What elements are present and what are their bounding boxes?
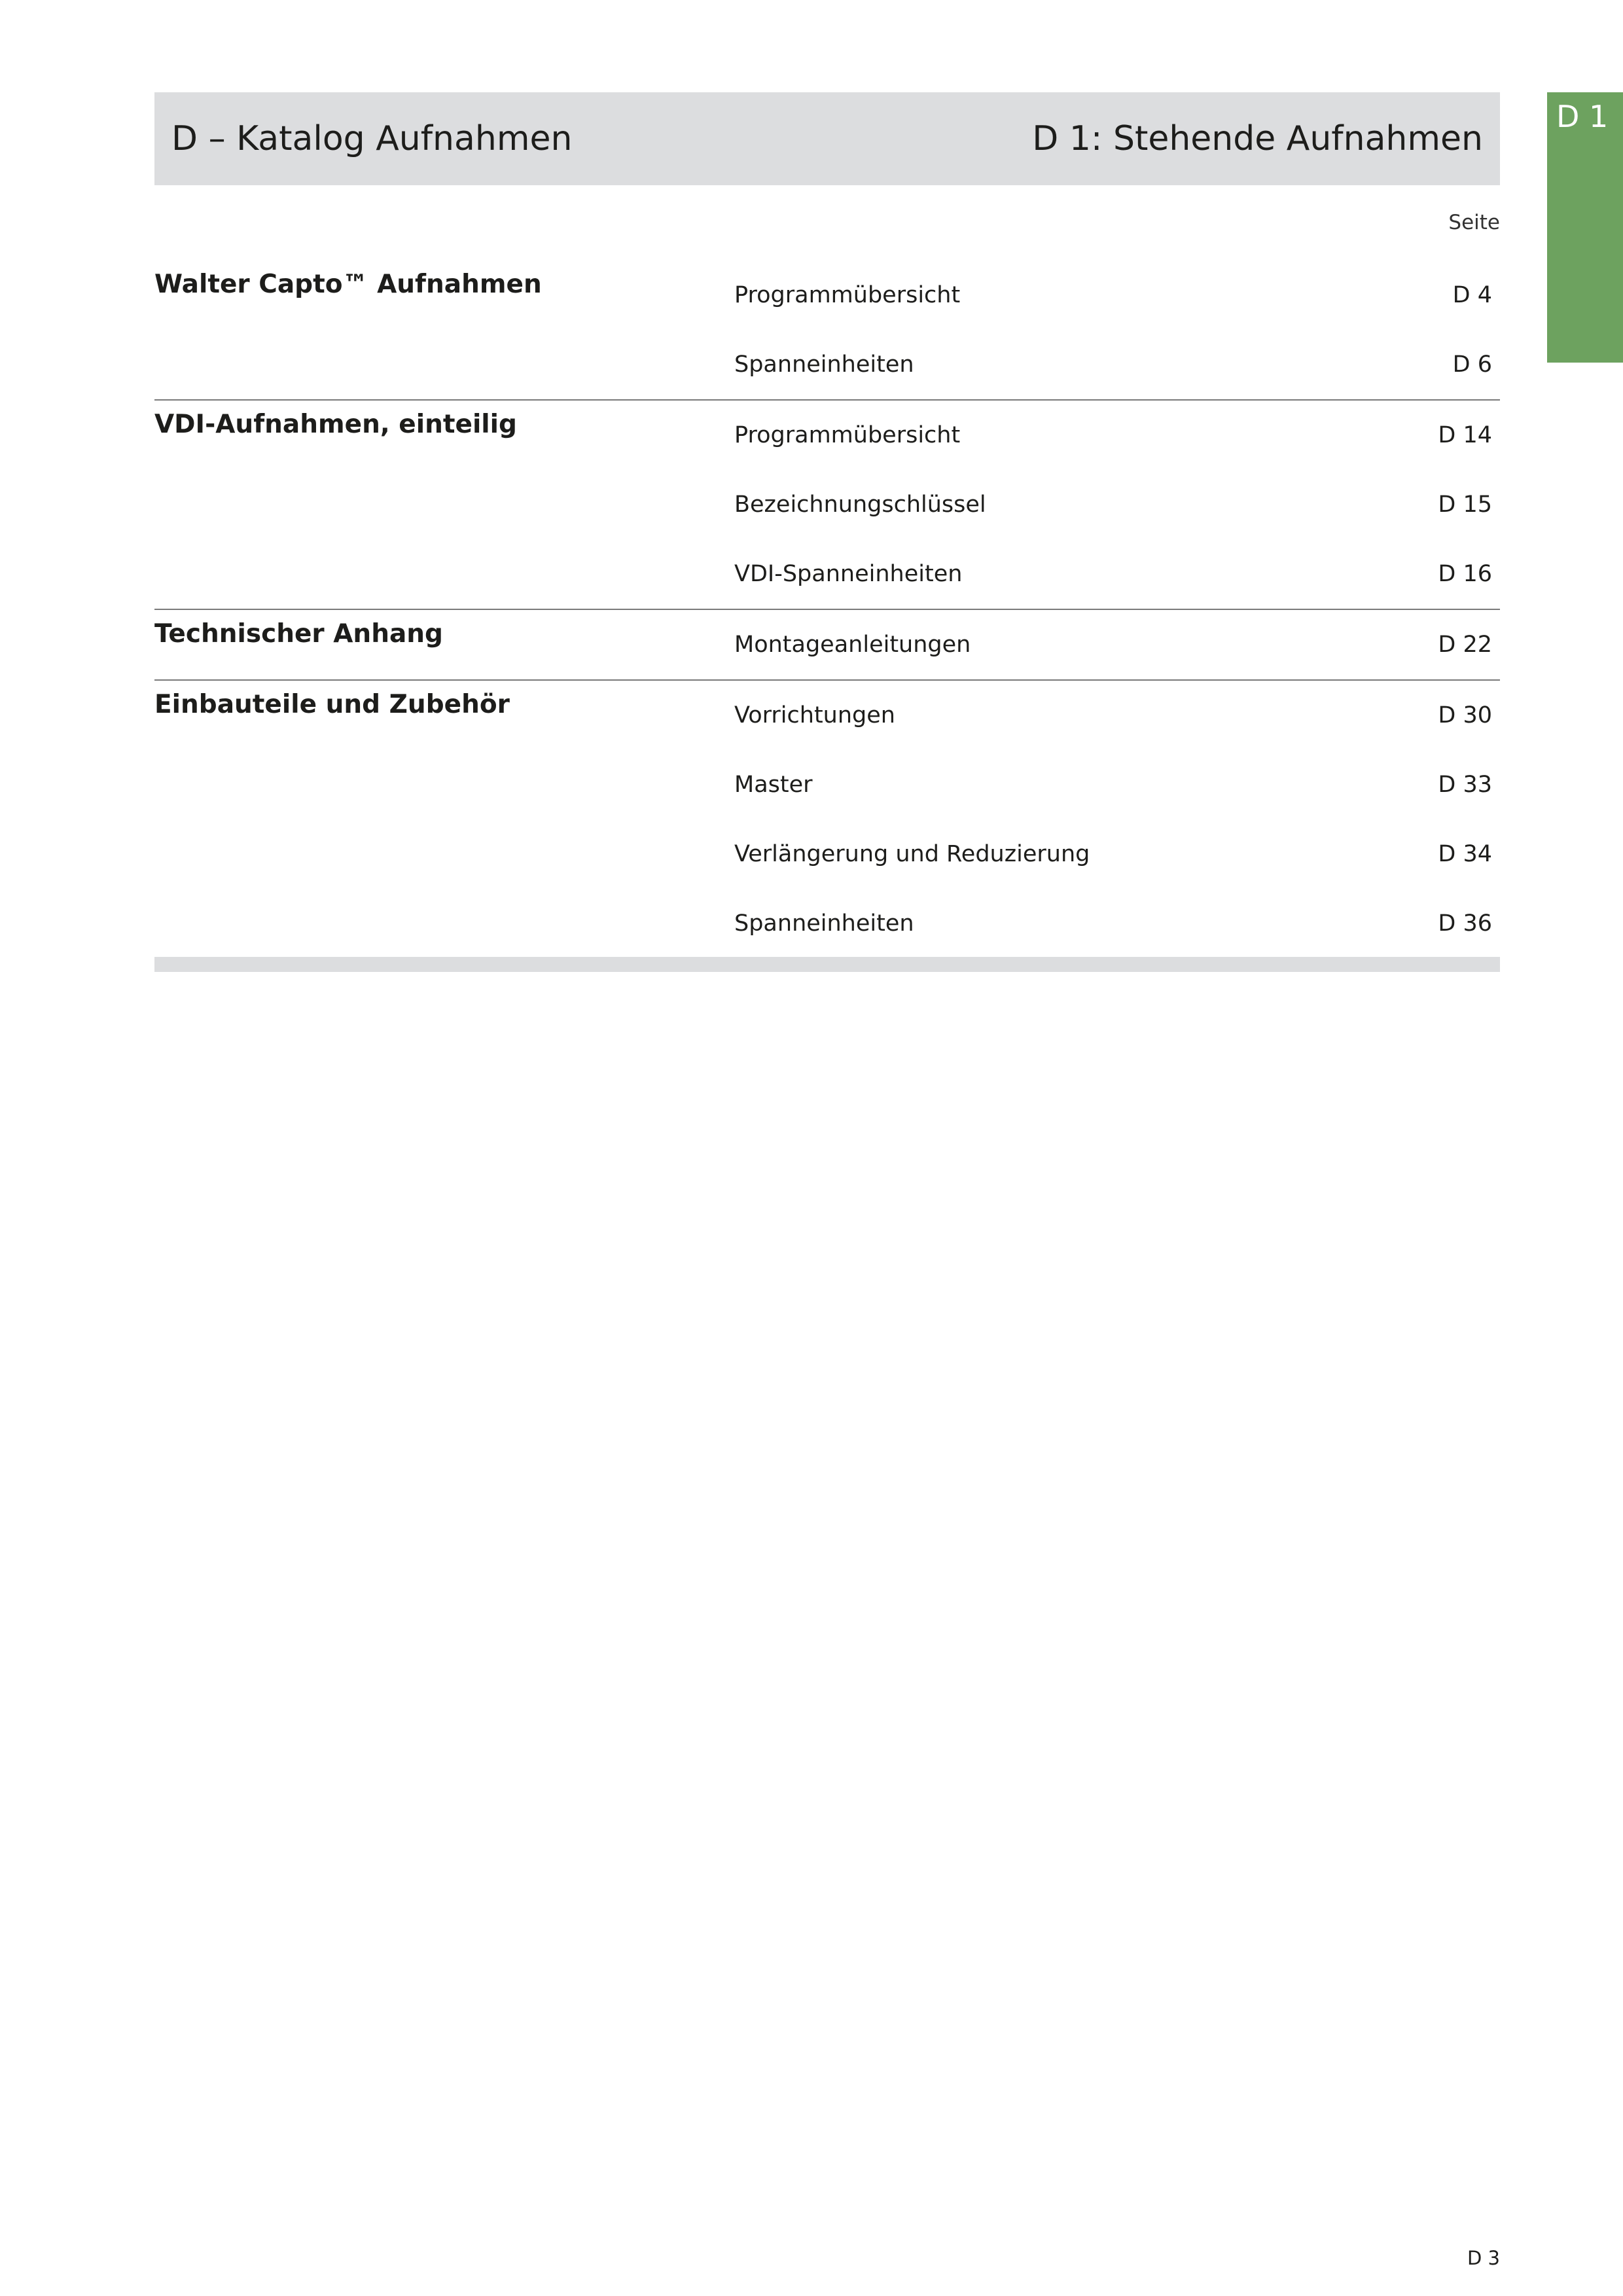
header-bar [154, 92, 1500, 185]
table-of-contents [154, 260, 1500, 958]
toc-entry-label: Vorrichtungen [734, 702, 895, 728]
toc-entry-page: D 16 [1438, 561, 1492, 587]
chapter-tab[interactable] [1547, 92, 1623, 363]
toc-entry[interactable] [154, 260, 1500, 330]
toc-entry-page: D 14 [1438, 422, 1492, 448]
toc-entry[interactable] [154, 681, 1500, 750]
toc-entry-label: Montageanleitungen [734, 632, 971, 658]
toc-entry-label: Spanneinheiten [734, 910, 914, 937]
toc-entry[interactable] [154, 610, 1500, 679]
toc-entry-page: D 33 [1438, 772, 1492, 798]
toc-entry-page: D 6 [1452, 351, 1492, 378]
toc-entry-page: D 4 [1452, 282, 1492, 308]
chapter-tab-label: D 1 [1556, 99, 1609, 134]
toc-entry[interactable] [154, 539, 1500, 609]
catalog-title: D – Katalog Aufnahmen [171, 119, 573, 158]
toc-section-title: Einbauteile und Zubehör [154, 690, 510, 719]
toc-entry-page: D 22 [1438, 632, 1492, 658]
toc-entry[interactable] [154, 750, 1500, 819]
toc-section-title: VDI-Aufnahmen, einteilig [154, 410, 517, 439]
toc-entry-page: D 36 [1438, 910, 1492, 937]
toc-section-title: Walter Capto™ Aufnahmen [154, 270, 542, 299]
toc-section [154, 609, 1500, 679]
toc-entry-label: Bezeichnungschlüssel [734, 492, 986, 518]
toc-end-bar [154, 957, 1500, 972]
toc-section-title: Technischer Anhang [154, 619, 443, 649]
toc-section [154, 399, 1500, 609]
toc-entry-label: VDI-Spanneinheiten [734, 561, 963, 587]
toc-entry-page: D 30 [1438, 702, 1492, 728]
toc-entry-label: Programmübersicht [734, 282, 961, 308]
toc-entry-label: Verlängerung und Reduzierung [734, 841, 1090, 867]
section-title: D 1: Stehende Aufnahmen [1032, 119, 1483, 158]
toc-entry-label: Master [734, 772, 813, 798]
toc-entry[interactable] [154, 889, 1500, 958]
toc-entry[interactable] [154, 330, 1500, 399]
page-number: D 3 [1467, 2247, 1500, 2269]
toc-entry-page: D 34 [1438, 841, 1492, 867]
toc-entry-label: Spanneinheiten [734, 351, 914, 378]
toc-entry[interactable] [154, 819, 1500, 889]
toc-entry-label: Programmübersicht [734, 422, 961, 448]
toc-entry[interactable] [154, 470, 1500, 539]
page-column-header: Seite [1448, 211, 1500, 234]
toc-section [154, 679, 1500, 958]
toc-section [154, 260, 1500, 399]
toc-entry[interactable] [154, 401, 1500, 470]
toc-entry-page: D 15 [1438, 492, 1492, 518]
